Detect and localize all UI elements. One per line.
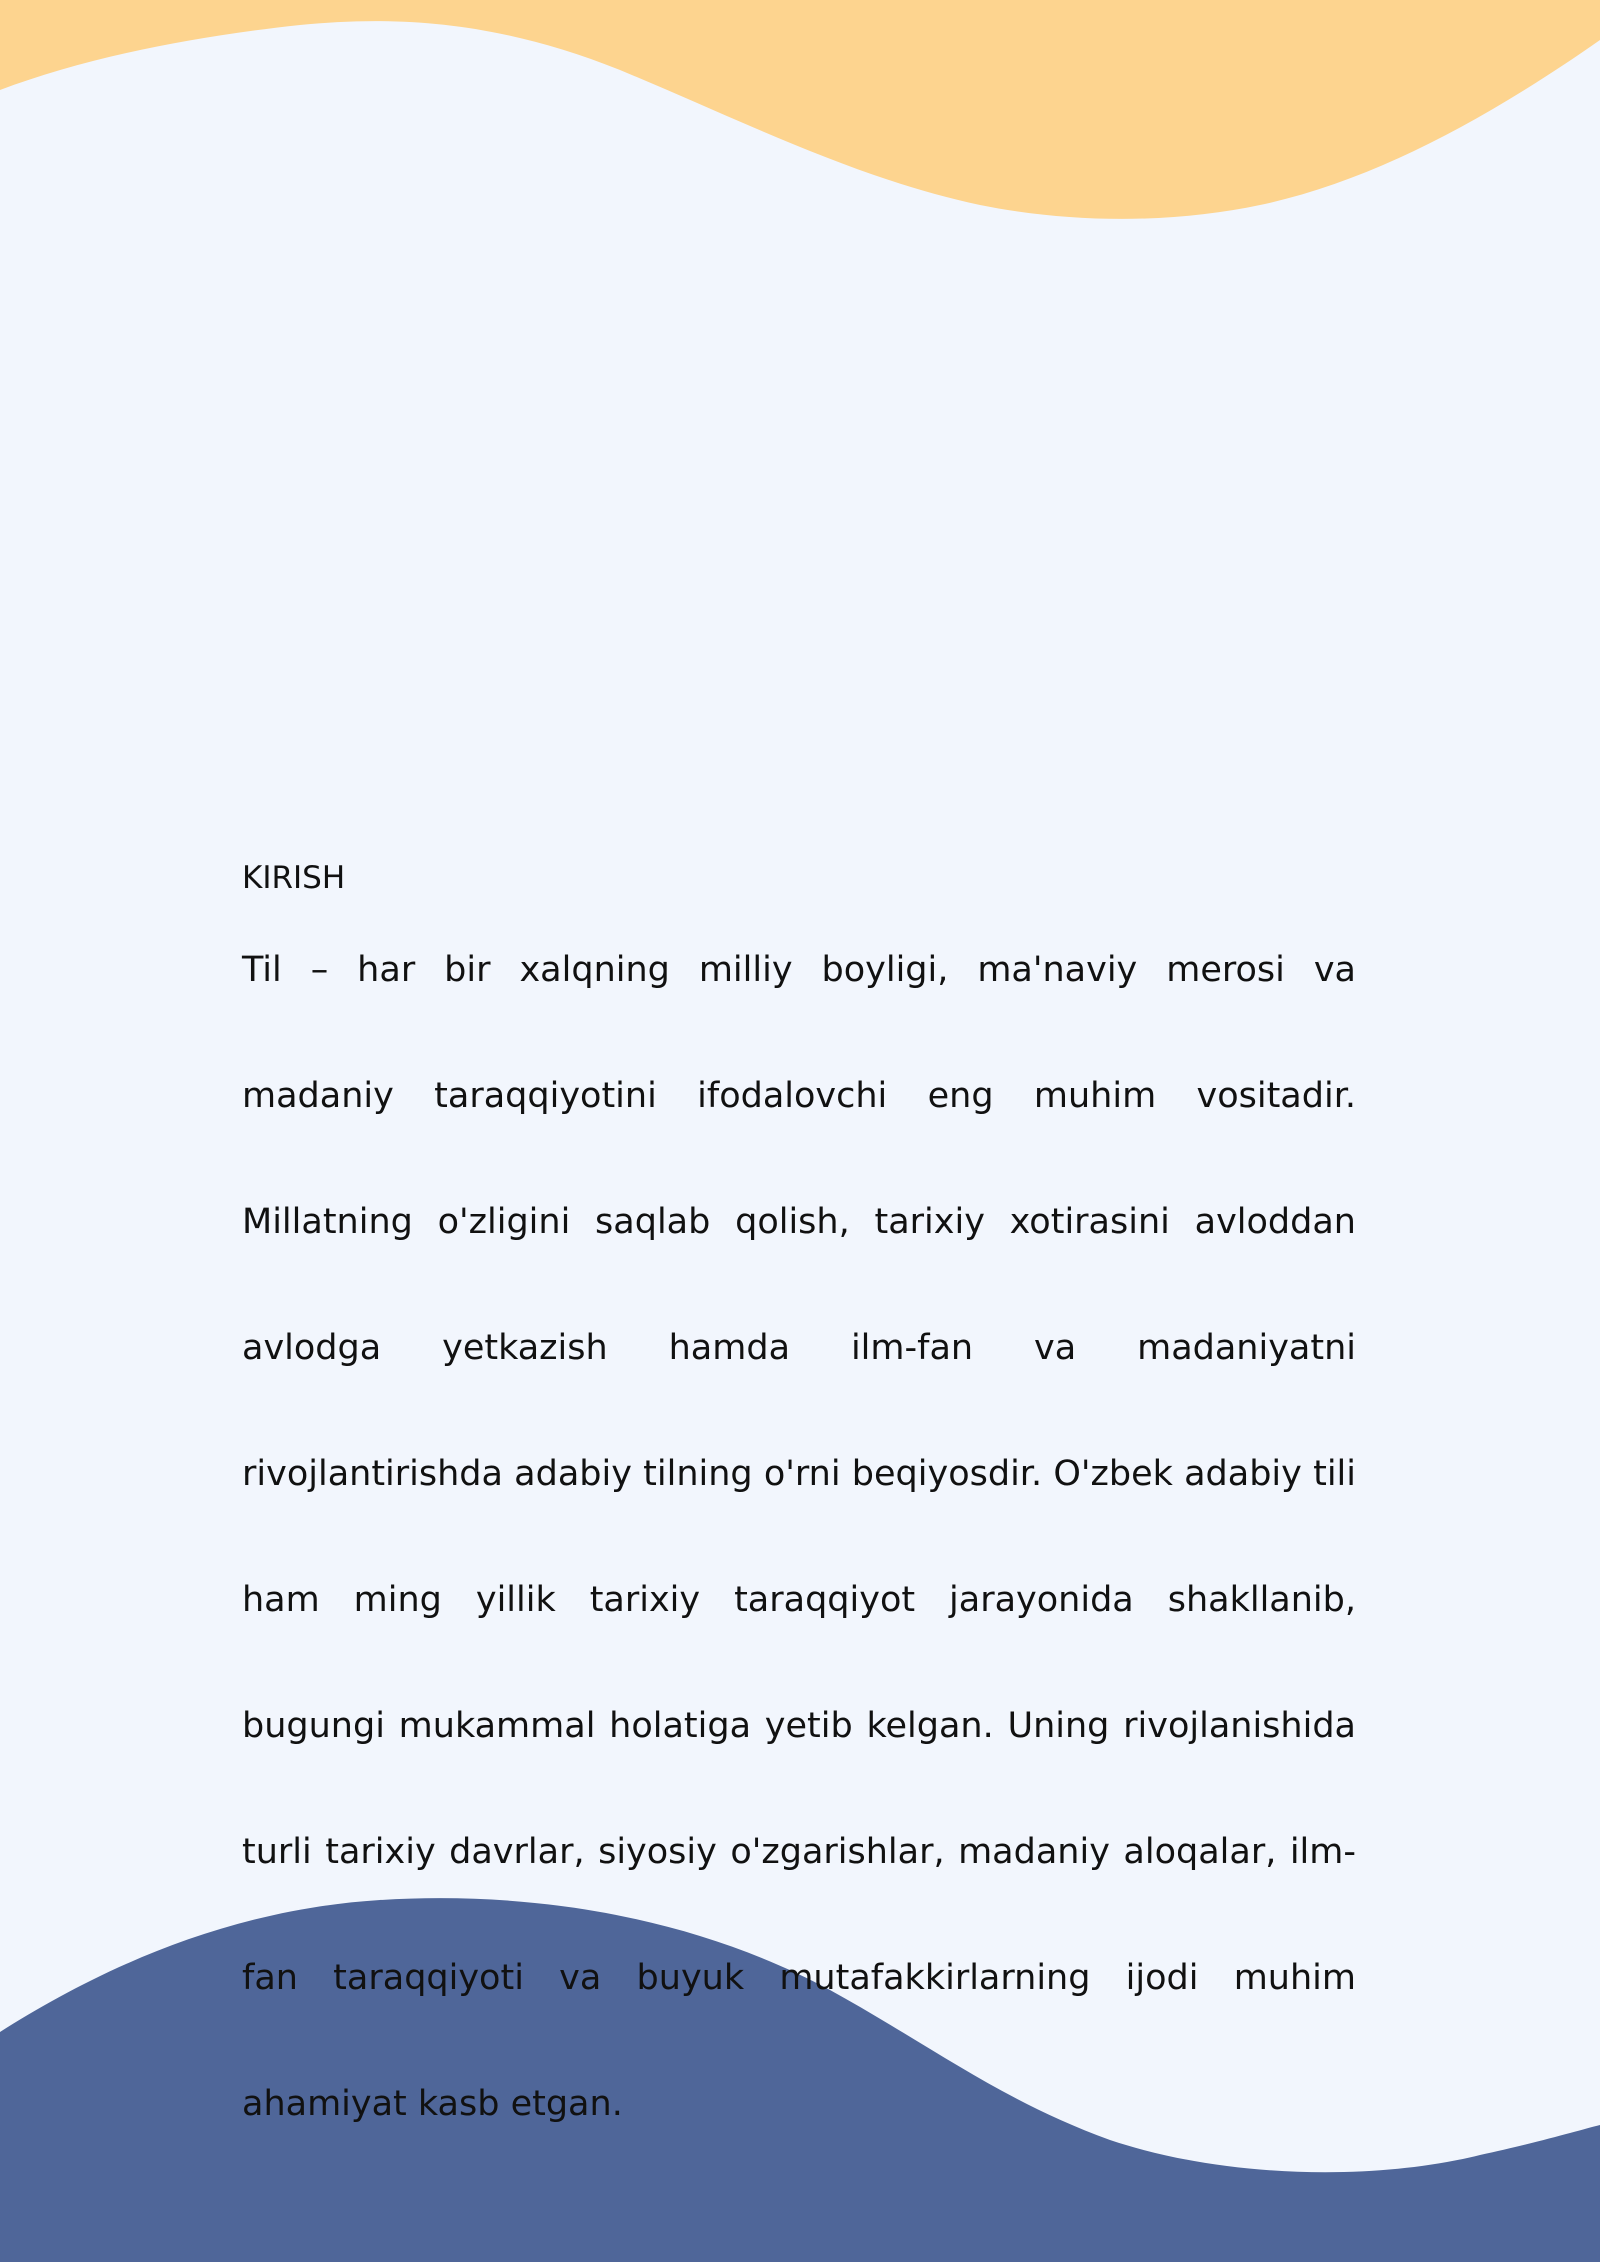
top-decorative-wave <box>0 0 1600 240</box>
document-body <box>242 860 1356 2167</box>
body-paragraph: Til – har bir xalqning milliy boyligi, ma'naviy merosi va madaniy taraqqiyotini ifodalovchi eng muhim vositadir. Millatning o'zligini saqlab qolish, tarixiy xotirasini avloddan avlodga yetkazish hamda ilm-fan va madaniyatni rivojlantirishda adabiy tilning o'rni beqiyosdir. O'zbek adabiy tili ham ming yillik tarixiy taraqqiyot jarayonida shakllanib, bugungi mukammal holatiga yetib kelgan. Uning rivojlanishida turli tarixiy davrlar, siyosiy o'zgarishlar, madaniy aloqalar, ilm-fan taraqqiyoti va buyuk mutafakkirlarning ijodi muhim ahamiyat kasb etgan. <box>242 950 1356 2125</box>
top-wave-shape <box>0 0 1600 219</box>
section-heading: KIRISH <box>242 860 346 896</box>
